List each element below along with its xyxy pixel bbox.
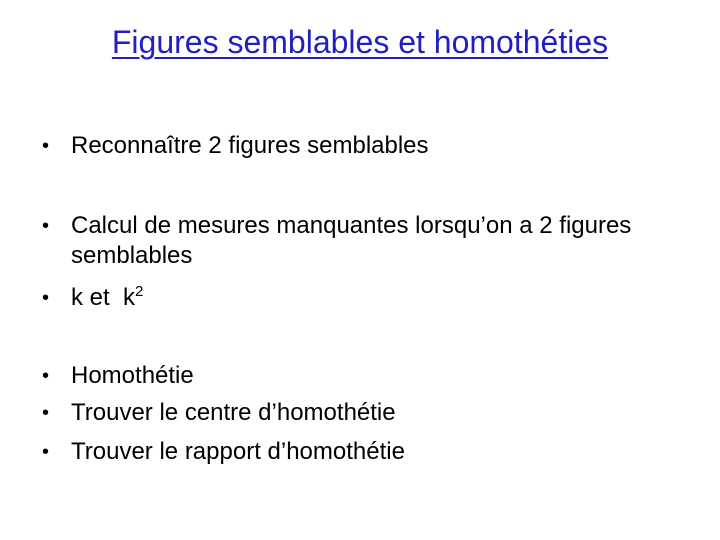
bullet-item <box>42 283 682 313</box>
bullet-icon: • <box>42 215 50 237</box>
bullet-icon: • <box>42 402 50 424</box>
k-label: k et k <box>71 284 136 311</box>
bullet-icon: • <box>42 365 50 387</box>
bullet-item <box>42 361 682 391</box>
bullet-icon: • <box>42 135 50 157</box>
bullet-text: Reconnaître 2 figures semblables <box>71 132 429 159</box>
bullet-item <box>42 437 682 467</box>
bullet-text: Calcul de mesures manquantes lorsqu’on a 2 figures semblables <box>71 212 632 269</box>
bullet-text <box>71 283 682 313</box>
bullet-item <box>42 398 682 428</box>
bullet-item <box>42 211 682 271</box>
bullet-text: Homothétie <box>71 362 194 389</box>
bullet-text: Trouver le rapport d’homothétie <box>71 438 405 465</box>
slide-title: Figures semblables et homothéties <box>111 24 609 60</box>
bullet-icon: • <box>42 287 50 309</box>
bullet-item <box>42 131 682 161</box>
bullet-icon: • <box>42 441 50 463</box>
bullet-text: Trouver le centre d’homothétie <box>71 399 396 426</box>
exponent: 2 <box>135 283 144 300</box>
